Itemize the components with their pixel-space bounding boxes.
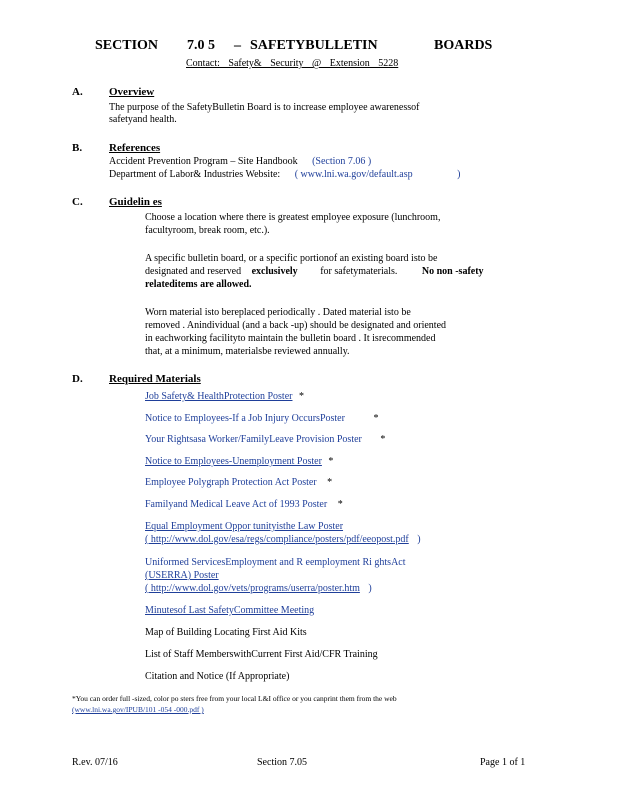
reference-handbook-section: (Section 7.06 ) (312, 156, 372, 167)
material-5-asterisk: * (327, 477, 333, 488)
footnote-link[interactable]: (www.lni.wa.gov/IPUB/101 -054 -000.pdf ) (72, 705, 204, 714)
material-8-close: ) (368, 583, 372, 594)
material-7-close: ) (417, 534, 421, 545)
overview-line-2: safetyand health. (109, 114, 177, 125)
guideline-2-line-2 (145, 265, 484, 278)
guideline-2-line-1: A specific bulletin board, or a specific portionof an existing board isto be (145, 253, 438, 264)
material-4-link[interactable]: Notice to Employees-Unemployment Poster (145, 456, 322, 467)
guideline-3-line-2: removed . Anindividual (and a back -up) should be designated and oriented (145, 320, 447, 331)
section-d-letter: D. (72, 373, 83, 385)
material-11: List of Staff MemberswithCurrent First Aid/CFR Training (145, 649, 378, 660)
guideline-1-line-2: facultyroom, break room, etc.). (145, 225, 270, 236)
guideline-2-exclusively: exclusively (251, 266, 298, 277)
section-a-heading: Overview (109, 86, 155, 98)
overview-line-1: The purpose of the SafetyBulletin Board is to increase employee awarenessof (109, 102, 420, 113)
material-7-url-line (145, 533, 421, 546)
material-4 (145, 455, 333, 468)
guideline-3-line-1: Worn material isto bereplaced periodically . Dated material isto be (145, 307, 411, 318)
material-8-url-line (145, 582, 372, 595)
material-7-link[interactable]: Equal Employment Oppor tunityisthe Law Poster (145, 521, 344, 532)
material-2-asterisk: * (373, 413, 379, 424)
footer-revision: R.ev. 07/16 (72, 757, 118, 768)
guideline-2-no-non-safety: No non -safety (421, 266, 484, 277)
material-8-text-2[interactable]: (USERRA) Poster (145, 570, 219, 581)
title-number: 7.0 5 (187, 38, 215, 53)
title-name: SAFETYBULLETIN (250, 38, 378, 53)
material-6-asterisk: * (337, 499, 343, 510)
material-6 (145, 498, 343, 511)
footer-section: Section 7.05 (257, 757, 307, 768)
section-b-letter: B. (72, 142, 83, 154)
material-8-text: Uniformed ServicesEmployment and R eemployment Ri ghtsAct (145, 557, 406, 568)
guideline-1-line-1: Choose a location where there is greatest employee exposure (lunchroom, (145, 212, 441, 223)
material-10: Map of Building Locating First Aid Kits (145, 627, 307, 638)
material-5 (145, 476, 332, 489)
contact-line: Contact: Safety& Security @ Extension 5228 (186, 58, 399, 69)
footer-page: Page 1 of 1 (480, 757, 526, 768)
material-5-text: Employee Polygraph Protection Act Poster (145, 477, 317, 488)
section-a-letter: A. (72, 86, 83, 98)
section-d-heading: Required Materials (109, 373, 201, 385)
guideline-2-line-3: relateditems are allowed. (145, 279, 252, 290)
title-dash: – (234, 38, 241, 53)
material-4-asterisk: * (328, 456, 334, 467)
footnote-line-1: *You can order full -sized, color po sters free from your local L&I office or you canprint them from the web (72, 694, 397, 703)
title-boards: BOARDS (434, 38, 493, 53)
section-b-heading: References (109, 142, 161, 154)
material-3-text: Your Rightsasa Worker/FamilyLeave Provision Poster (145, 434, 362, 445)
reference-website-link[interactable]: ( www.lni.wa.gov/default.asp (294, 169, 413, 180)
material-12: Citation and Notice (If Appropriate) (145, 671, 290, 682)
guideline-3-line-3: in eachworking facilityto maintain the bulletin board . It isrecommended (145, 333, 436, 344)
reference-website-close: ) (457, 169, 461, 180)
guideline-2-materials: for safetymaterials. (320, 266, 398, 277)
material-1 (145, 390, 304, 403)
reference-handbook (109, 156, 371, 168)
material-2 (145, 412, 378, 425)
guideline-3-line-4: that, at a minimum, materialsbe reviewed annually. (145, 346, 350, 357)
title-section: SECTION (95, 38, 159, 53)
material-6-text: Familyand Medical Leave Act of 1993 Poster (145, 499, 328, 510)
reference-handbook-text: Accident Prevention Program – Site Handbook (109, 156, 298, 167)
material-9-link[interactable]: Minutesof Last SafetyCommittee Meeting (145, 605, 315, 616)
material-8-url[interactable]: ( http://www.dol.gov/vets/programs/userra/poster.htm (145, 583, 360, 594)
guideline-2-designated: designated and reserved (145, 266, 242, 277)
reference-website (109, 169, 460, 181)
material-2-text: Notice to Employees-If a Job Injury OccursPoster (145, 413, 345, 424)
material-3-asterisk: * (380, 434, 386, 445)
section-c-heading: Guidelin es (109, 196, 162, 208)
reference-website-text: Department of Labor& Industries Website: (109, 169, 281, 180)
material-7-url[interactable]: ( http://www.dol.gov/esa/regs/compliance/posters/pdf/eeopost.pdf (145, 534, 409, 545)
material-3 (145, 433, 385, 446)
material-1-link[interactable]: Job Safety& HealthProtection Poster (145, 391, 293, 402)
material-1-asterisk: * (298, 391, 304, 402)
section-c-letter: C. (72, 196, 83, 208)
